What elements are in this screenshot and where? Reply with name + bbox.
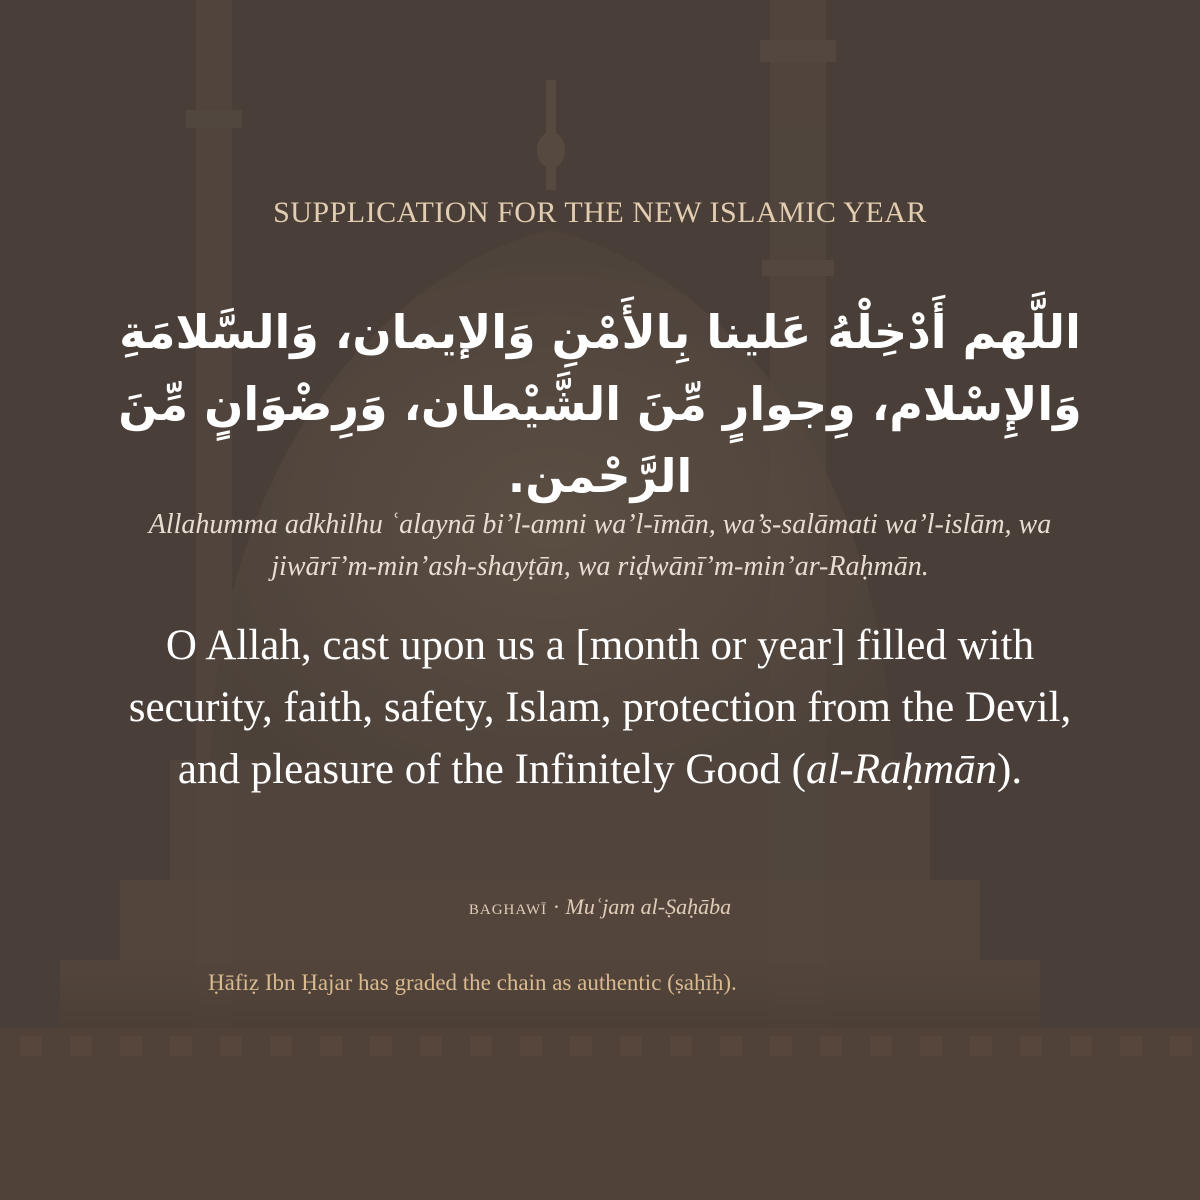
source-citation [0, 894, 1200, 920]
source-author: BAGHAWĪ [468, 902, 548, 918]
grading-note: Ḥāfiẓ Ibn Ḥajar has graded the chain as authentic (ṣaḥīḥ). [208, 970, 737, 995]
translation-emphasis: al-Raḥmān [805, 746, 998, 793]
translation-main: O Allah, cast upon us a [month or year] filled with security, faith, safety, Islam, protection from the Devil, and pleasure of the Infinitely Good ( [128, 622, 1072, 793]
transliteration: Allahumma adkhilhu ʿalaynā bi’l-amni wa’l-īmān, wa’s-salāmati wa’l-islām, wa jiwārī’m-min’ash-shayṭān, wa riḍwānī’m-min’ar-Raḥmān. [148, 509, 1052, 582]
translation-end: ). [997, 746, 1023, 793]
arabic-supplication: اللَّهم أَدْخِلْهُ عَلينا بِالأَمْنِ وَالإيمان، وَالسَّلامَةِ وَالإِسْلام، وِجوارٍ مِّنَ الشَّيْطان، وَرِضْوَانٍ مِّنَ الرَّحْمن. [118, 305, 1082, 503]
page-title: SUPPLICATION FOR THE NEW ISLAMIC YEAR [273, 196, 927, 229]
source-separator: · [547, 894, 566, 919]
source-book: Muʿjam al-Ṣaḥāba [565, 894, 732, 919]
english-translation [120, 615, 1080, 801]
